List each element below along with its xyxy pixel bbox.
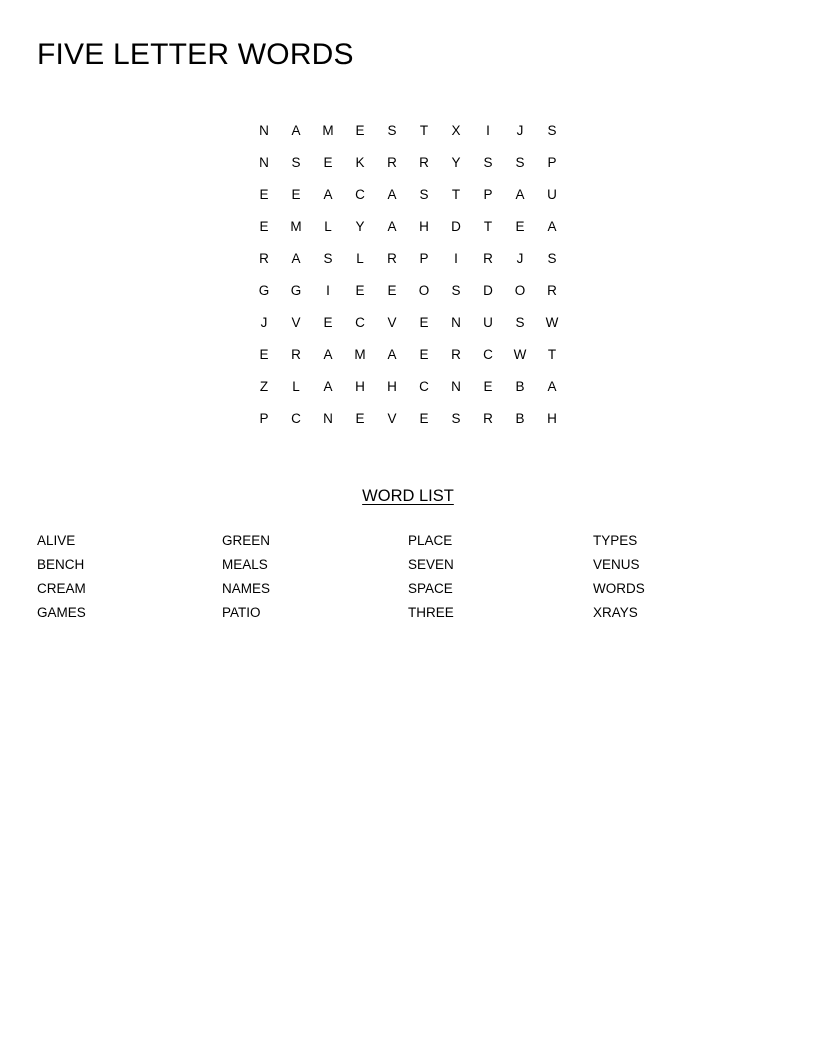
word-list-item: PLACE <box>408 533 453 548</box>
grid-cell: R <box>387 251 397 267</box>
grid-cell: I <box>486 123 490 139</box>
grid-cell: H <box>547 411 557 427</box>
grid-cell: M <box>290 219 302 235</box>
grid-cell: E <box>419 411 429 427</box>
grid-cell: A <box>291 251 301 267</box>
grid-cell: P <box>483 187 493 203</box>
grid-cell: B <box>515 411 525 427</box>
grid-cell: E <box>323 155 333 171</box>
grid-cell: E <box>419 347 429 363</box>
grid-cell: S <box>387 123 397 139</box>
grid-cell: A <box>323 379 333 395</box>
word-list-column <box>222 529 270 625</box>
grid-cell: U <box>547 187 557 203</box>
grid-cell: A <box>323 347 333 363</box>
grid-cell: S <box>515 155 525 171</box>
grid-cell: H <box>419 219 429 235</box>
grid-cell: A <box>547 379 557 395</box>
word-list-item: SEVEN <box>408 557 454 572</box>
grid-cell: N <box>451 315 461 331</box>
grid-cell: E <box>291 187 301 203</box>
grid-cell: S <box>451 411 461 427</box>
word-list-item: ALIVE <box>37 533 76 548</box>
word-list-item: PATIO <box>222 605 261 620</box>
grid-cell: C <box>419 379 429 395</box>
grid-cell: T <box>483 219 493 235</box>
grid-cell: P <box>259 411 269 427</box>
grid-cell: N <box>259 155 269 171</box>
grid-cell: R <box>547 283 557 299</box>
word-list-item: CREAM <box>37 581 86 596</box>
grid-cell: I <box>326 283 330 299</box>
grid-cell: N <box>323 411 333 427</box>
letter-grid <box>248 115 568 435</box>
grid-cell: E <box>259 219 269 235</box>
grid-cell: S <box>291 155 301 171</box>
grid-cell: R <box>259 251 269 267</box>
grid-cell: D <box>483 283 493 299</box>
grid-cell: V <box>291 315 301 331</box>
grid-cell: Y <box>355 219 365 235</box>
grid-cell: R <box>483 411 493 427</box>
word-list-column <box>593 529 645 625</box>
grid-cell: H <box>387 379 397 395</box>
grid-cell: E <box>419 315 429 331</box>
grid-cell: S <box>419 187 429 203</box>
grid-cell: D <box>451 219 461 235</box>
grid-cell: B <box>515 379 525 395</box>
grid-cell: S <box>547 251 557 267</box>
grid-cell: E <box>515 219 525 235</box>
grid-cell: O <box>418 283 430 299</box>
grid-cell: X <box>451 123 461 139</box>
grid-cell: A <box>387 347 397 363</box>
grid-cell: L <box>356 251 364 267</box>
grid-cell: A <box>547 219 557 235</box>
grid-cell: H <box>355 379 365 395</box>
grid-cell: C <box>291 411 301 427</box>
grid-cell: S <box>323 251 333 267</box>
word-list-item: GREEN <box>222 533 271 548</box>
grid-cell: E <box>483 379 493 395</box>
grid-cell: E <box>259 187 269 203</box>
word-list-item: BENCH <box>37 557 85 572</box>
grid-cell: E <box>259 347 269 363</box>
grid-cell: E <box>387 283 397 299</box>
grid-cell: P <box>547 155 557 171</box>
grid-cell: J <box>260 315 268 331</box>
word-list <box>37 529 779 629</box>
grid-cell: A <box>291 123 301 139</box>
grid-cell: R <box>387 155 397 171</box>
grid-cell: S <box>547 123 557 139</box>
grid-cell: C <box>483 347 493 363</box>
grid-cell: Y <box>451 155 461 171</box>
grid-cell: S <box>451 283 461 299</box>
word-list-item: SPACE <box>408 581 453 596</box>
grid-cell: A <box>323 187 333 203</box>
grid-cell: K <box>355 155 365 171</box>
grid-cell: M <box>322 123 334 139</box>
grid-cell: T <box>419 123 429 139</box>
word-list-item: NAMES <box>222 581 271 596</box>
word-list-item: WORDS <box>593 581 645 596</box>
grid-cell: I <box>454 251 458 267</box>
grid-cell: Z <box>259 379 269 395</box>
word-list-item: MEALS <box>222 557 268 572</box>
grid-cell: C <box>355 315 365 331</box>
grid-cell: T <box>547 347 557 363</box>
grid-cell: E <box>355 411 365 427</box>
grid-cell: W <box>513 347 527 363</box>
grid-cell: E <box>323 315 333 331</box>
grid-cell: G <box>258 283 270 299</box>
word-list-item: VENUS <box>593 557 640 572</box>
grid-cell: R <box>419 155 429 171</box>
grid-cell: L <box>292 379 300 395</box>
page-title: FIVE LETTER WORDS <box>37 38 354 71</box>
grid-cell: S <box>483 155 493 171</box>
grid-cell: E <box>355 283 365 299</box>
grid-cell: S <box>515 315 525 331</box>
grid-cell: U <box>483 315 493 331</box>
grid-cell: A <box>515 187 525 203</box>
grid-cell: N <box>451 379 461 395</box>
word-list-item: GAMES <box>37 605 86 620</box>
grid-cell: M <box>354 347 366 363</box>
grid-cell: V <box>387 411 397 427</box>
word-list-heading: WORD LIST <box>362 487 454 505</box>
grid-cell: J <box>516 251 524 267</box>
grid-cell: C <box>355 187 365 203</box>
grid-cell: P <box>419 251 429 267</box>
grid-cell: R <box>451 347 461 363</box>
grid-cell: R <box>483 251 493 267</box>
grid-cell: E <box>355 123 365 139</box>
grid-cell: T <box>451 187 461 203</box>
grid-cell: L <box>324 219 332 235</box>
grid-cell: W <box>545 315 559 331</box>
word-list-column <box>408 529 454 625</box>
word-list-item: TYPES <box>593 533 638 548</box>
grid-cell: G <box>290 283 302 299</box>
word-list-item: THREE <box>408 605 454 620</box>
grid-cell: A <box>387 219 397 235</box>
grid-cell: V <box>387 315 397 331</box>
grid-cell: J <box>516 123 524 139</box>
grid-cell: A <box>387 187 397 203</box>
word-list-item: XRAYS <box>593 605 638 620</box>
word-list-column <box>37 529 86 625</box>
grid-cell: R <box>291 347 301 363</box>
grid-cell: N <box>259 123 269 139</box>
grid-cell: O <box>514 283 526 299</box>
